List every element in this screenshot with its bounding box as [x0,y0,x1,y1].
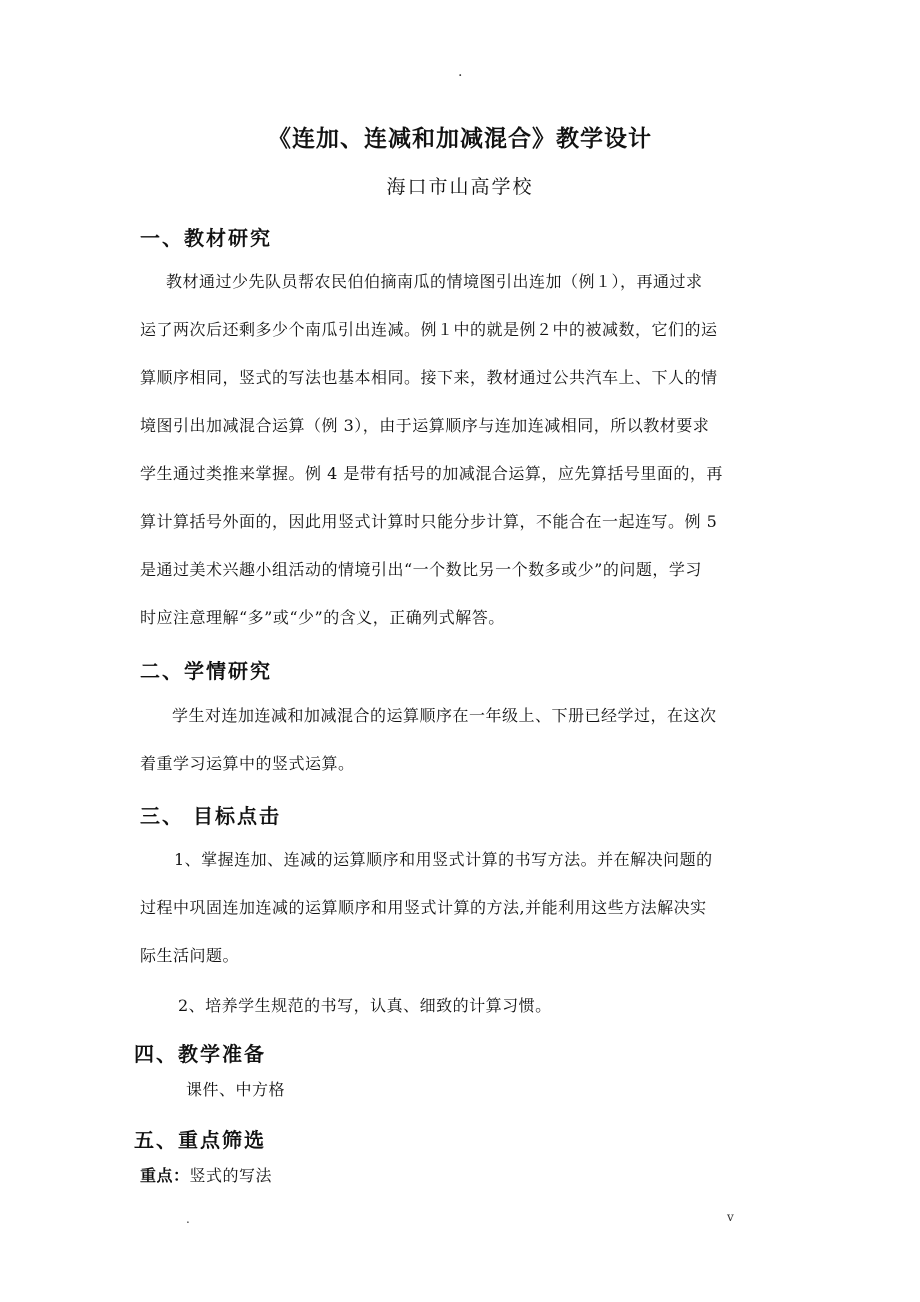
school-name: 海口市山高学校 [386,176,534,198]
paragraph-line: 际生活问题。 [140,946,240,965]
key-point-label: 重点： [140,1166,190,1185]
preparation-text: 课件、中方格 [186,1080,286,1099]
section-heading-key-points: 五、重点筛选 [134,1128,266,1152]
section-heading-materials: 一、教材研究 [140,226,272,250]
section-heading-learning: 二、学情研究 [140,659,272,683]
header-dot: . [458,64,463,80]
paragraph-line: 学生通过类推来掌握。例 4 是带有括号的加减混合运算，应先算括号里面的，再 [140,464,723,483]
paragraph-line: 教材通过少先队员帮农民伯伯摘南瓜的情境图引出连加（例１），再通过求 [166,272,703,291]
key-point-row [140,1152,272,1200]
paragraph-line: 学生对连加连减和加减混合的运算顺序在一年级上、下册已经学过，在这次 [172,706,717,725]
paragraph-line: 境图引出加减混合运算（例 3），由于运算顺序与连加连减相同，所以教材要求 [140,416,710,435]
paragraph-line: 是通过美术兴趣小组活动的情境引出“一个数比另一个数多或少”的问题，学习 [140,560,702,579]
document-title: 《连加、连减和加减混合》教学设计 [268,125,652,152]
section-heading-goals: 三、 目标点击 [140,804,281,828]
paragraph-line: 1、掌握连加、连减的运算顺序和用竖式计算的书写方法。并在解决问题的 [174,850,713,869]
paragraph-line: 运了两次后还剩多少个南瓜引出连减。例１中的就是例２中的被减数，它们的运 [140,320,718,339]
paragraph-line: 2、培养学生规范的书写，认真、细致的计算习惯。 [178,996,552,1015]
paragraph-line: 算顺序相同，竖式的写法也基本相同。接下来，教材通过公共汽车上、下人的情 [140,368,718,387]
paragraph-line: 过程中巩固连加连减的运算顺序和用竖式计算的方法,并能利用这些方法解决实 [140,898,707,917]
section-heading-preparation: 四、教学准备 [134,1042,266,1066]
key-point-text: 竖式的写法 [189,1166,273,1185]
footer-mark: v [727,1210,734,1224]
paragraph-line: 算计算括号外面的，因此用竖式计算时只能分步计算，不能合在一起连写。例 5 [140,512,718,531]
paragraph-line: 时应注意理解“多”或“少”的含义，正确列式解答。 [140,608,505,627]
footer-dot: . [186,1212,190,1226]
paragraph-line: 着重学习运算中的竖式运算。 [140,754,355,773]
